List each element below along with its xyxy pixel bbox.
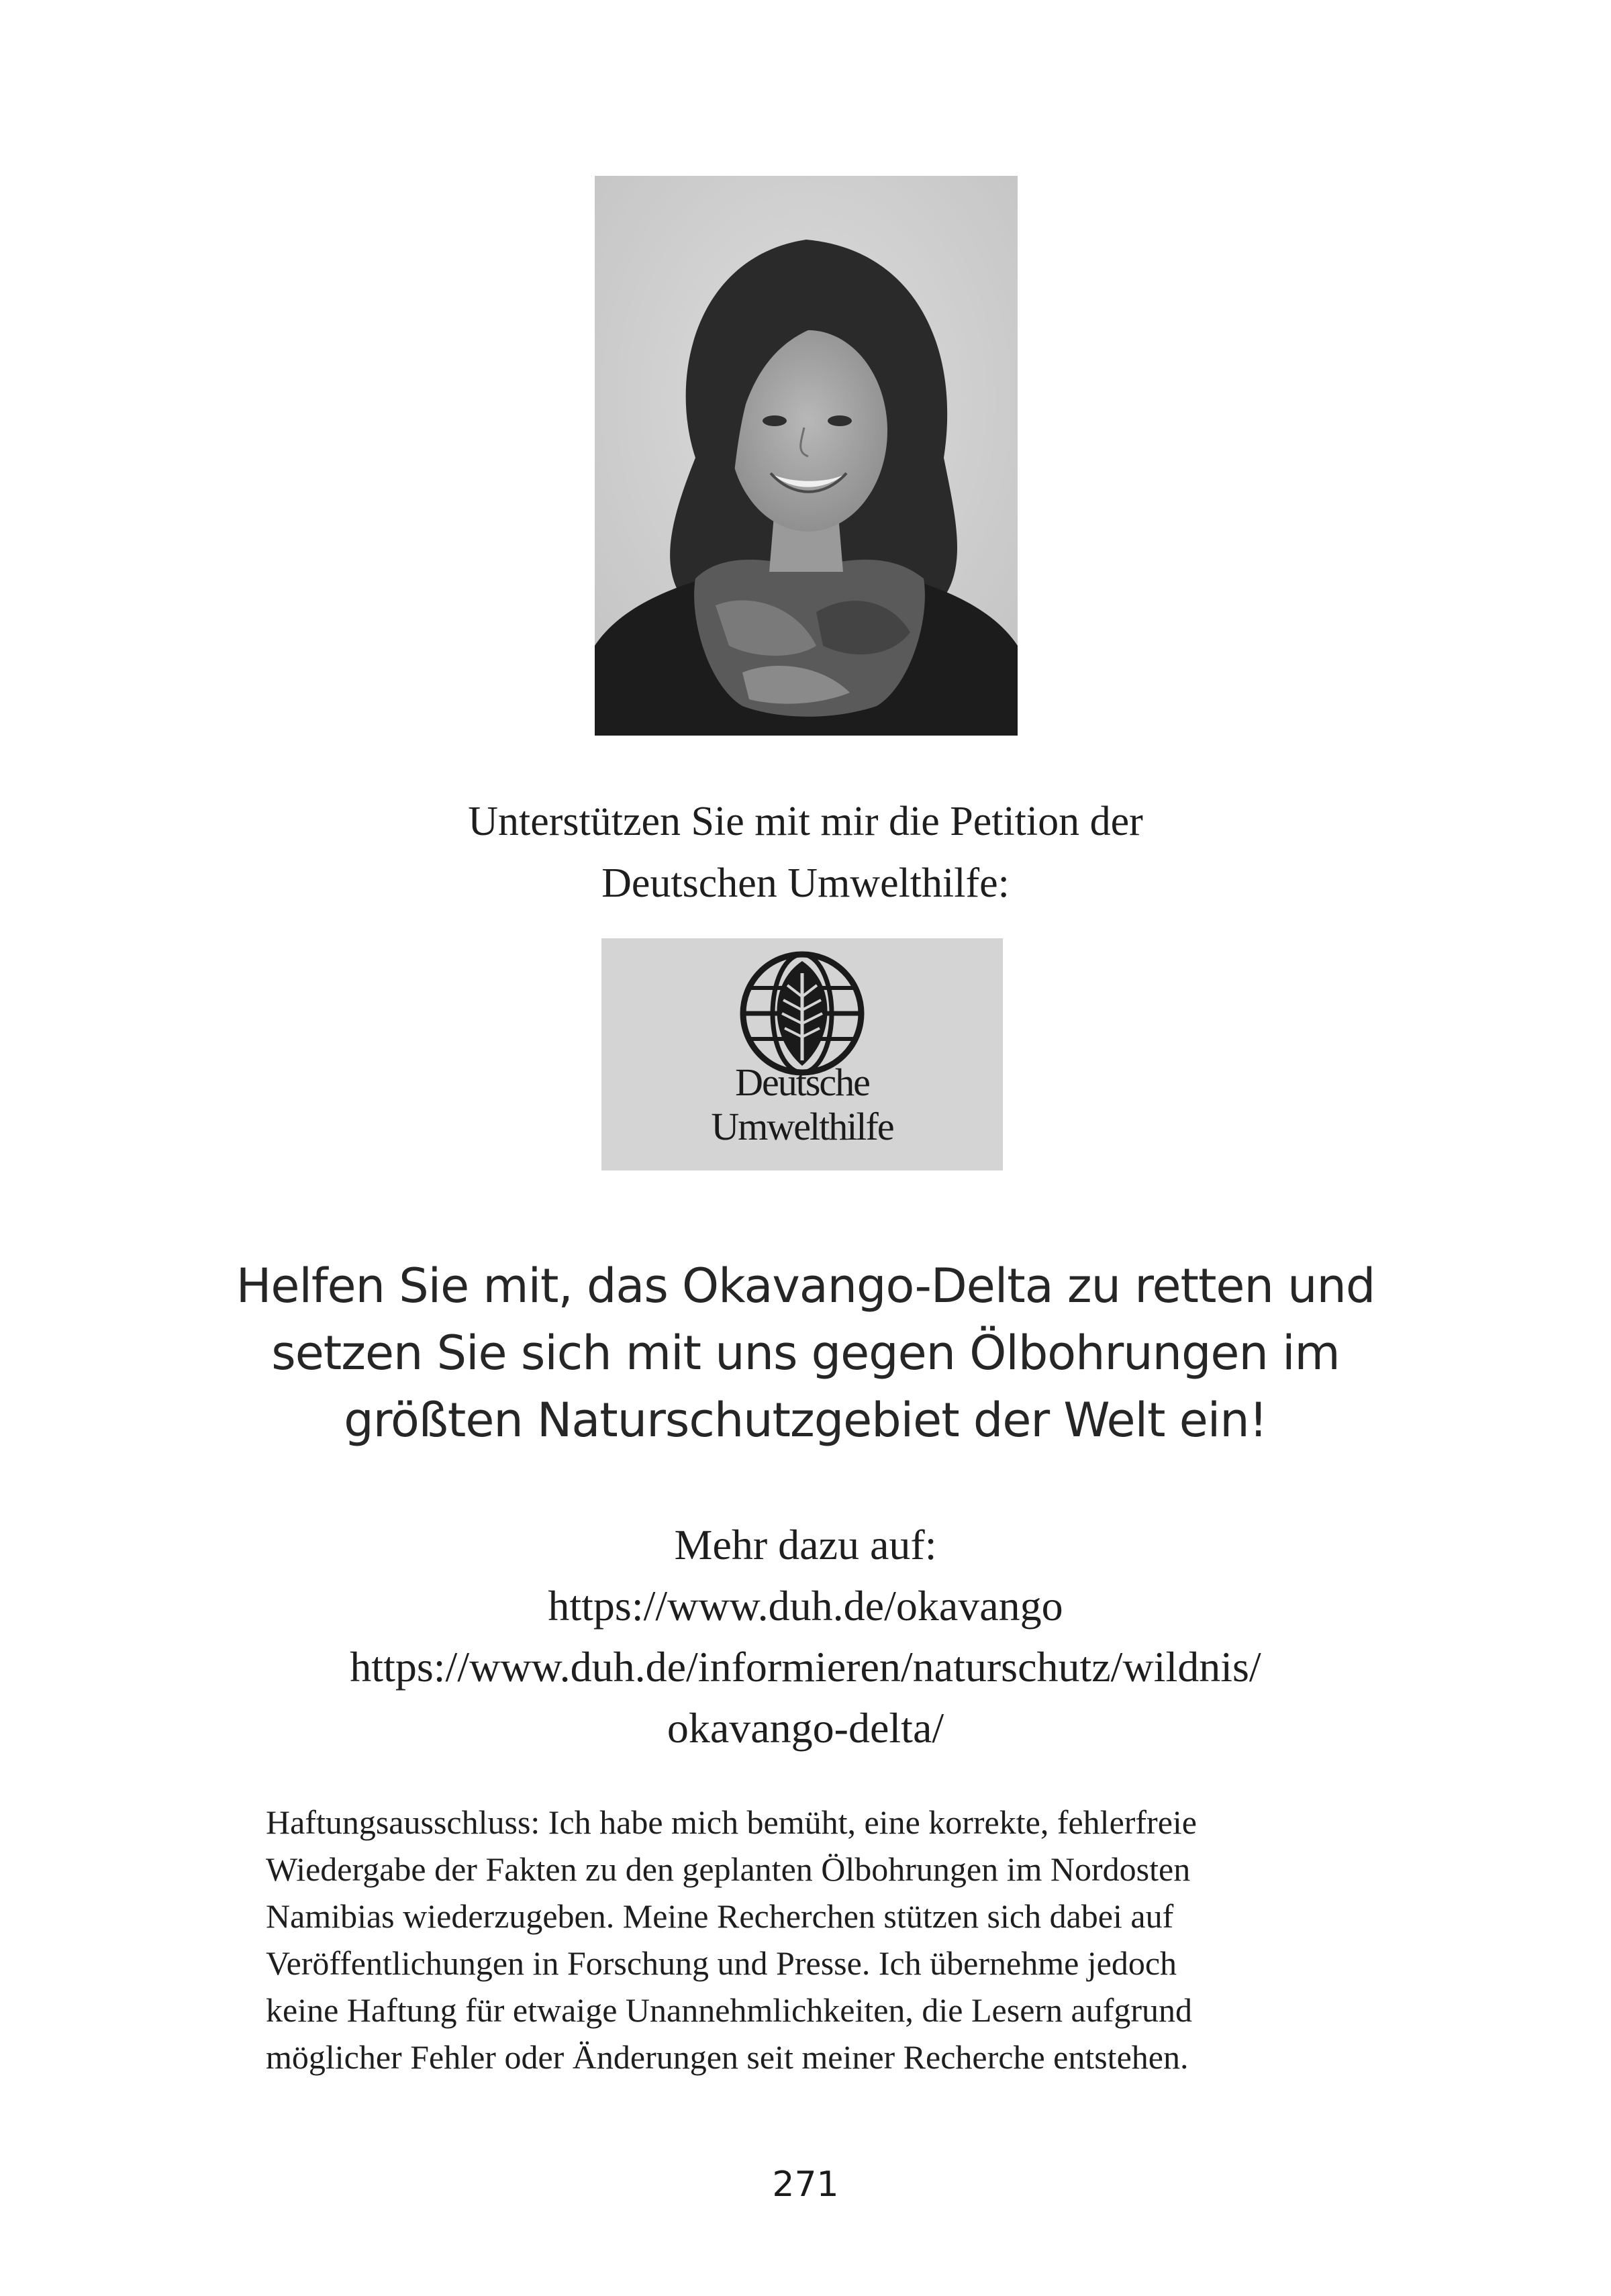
- disclaimer-line-6: möglicher Fehler oder Änderungen seit meiner Recherche entstehen.: [266, 2038, 1189, 2076]
- logo-line-2: Umwelthilfe: [711, 1105, 893, 1148]
- okavango-delta-link-line-2[interactable]: okavango-delta/: [667, 1704, 944, 1752]
- disclaimer-line-4: Veröffentlichungen in Forschung und Presse. Ich übernehme jedoch: [266, 1944, 1177, 1982]
- more-info-label: Mehr dazu auf:: [674, 1521, 937, 1568]
- portrait-image: [595, 176, 1018, 736]
- author-portrait: [595, 176, 1018, 736]
- more-info-block: [201, 1514, 1410, 1758]
- petition-intro: [268, 791, 1342, 914]
- petition-line-1: Unterstützen Sie mit mir die Petition der: [468, 799, 1143, 844]
- disclaimer-line-3: Namibias wiederzugeben. Meine Recherchen stützen sich dabei auf: [266, 1897, 1174, 1935]
- page-number: 271: [772, 2164, 839, 2205]
- duh-logo-text: [601, 1060, 1003, 1149]
- headline-line-1: Helfen Sie mit, das Okavango-Delta zu retten und: [236, 1258, 1375, 1313]
- disclaimer-line-1: Haftungsausschluss: Ich habe mich bemüht, eine korrekte, fehlerfreie: [266, 1803, 1197, 1841]
- logo-line-1: Deutsche: [735, 1060, 869, 1104]
- duh-logo: [601, 938, 1003, 1170]
- okavango-delta-link-line-1[interactable]: https://www.duh.de/informieren/naturschutz/wildnis/: [350, 1643, 1261, 1691]
- call-to-action-headline: [201, 1252, 1410, 1454]
- disclaimer-line-5: keine Haftung für etwaige Unannehmlichkeiten, die Lesern aufgrund: [266, 1991, 1193, 2029]
- disclaimer-line-2: Wiedergabe der Fakten zu den geplanten Ölbohrungen im Nordosten: [266, 1850, 1191, 1888]
- petition-line-2: Deutschen Umwelthilfe:: [601, 860, 1010, 906]
- okavango-link[interactable]: https://www.duh.de/okavango: [548, 1582, 1063, 1630]
- headline-line-2: setzen Sie sich mit uns gegen Ölbohrungen im: [271, 1326, 1340, 1381]
- okavango-delta-link[interactable]: [201, 1636, 1410, 1758]
- disclaimer-paragraph: [266, 1799, 1340, 2081]
- headline-line-3: größten Naturschutzgebiet der Welt ein!: [344, 1393, 1267, 1448]
